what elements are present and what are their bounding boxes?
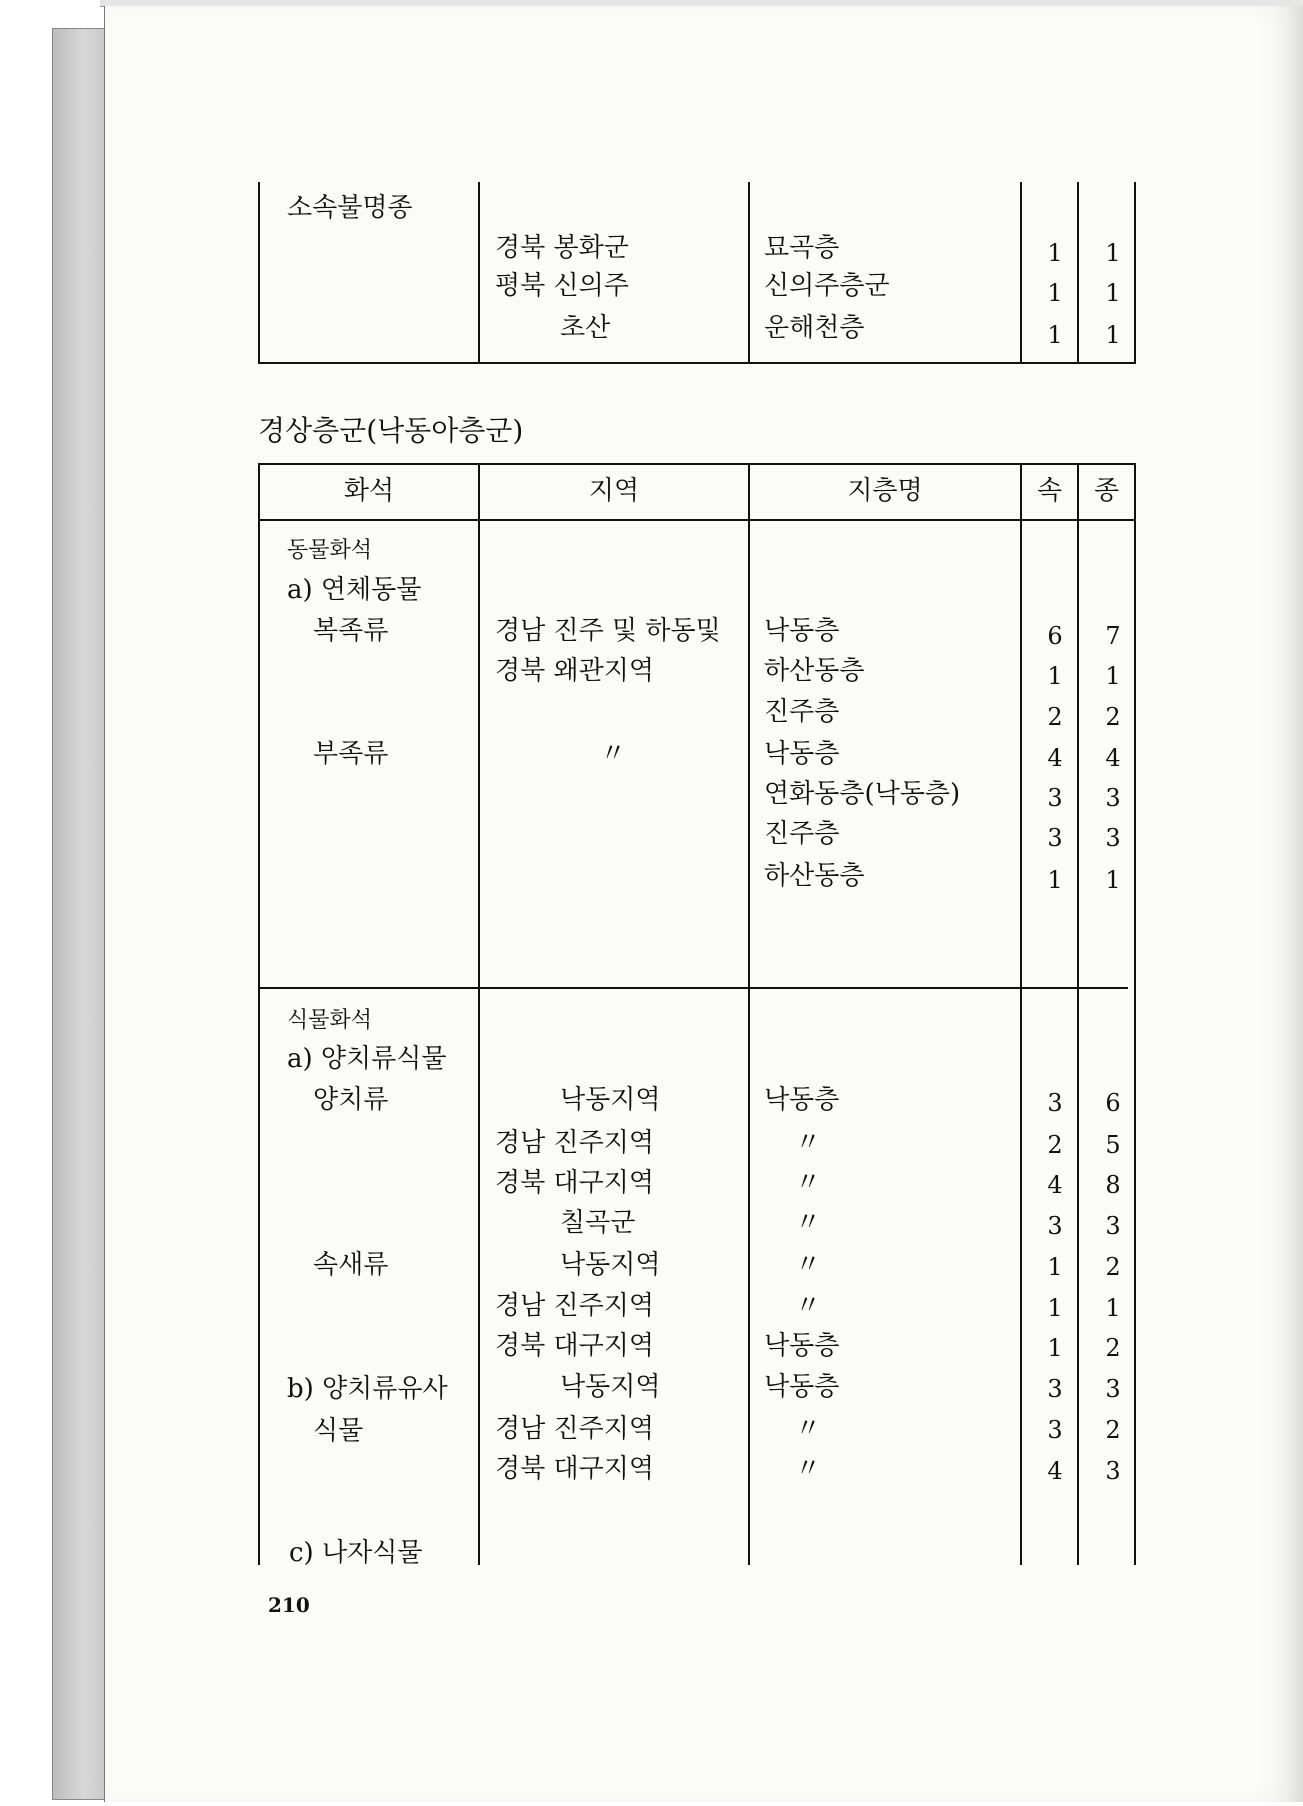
- animal-formation: 진주층: [764, 697, 840, 727]
- plant-species: 1: [1105, 1294, 1121, 1322]
- animal-formation: 진주층: [764, 819, 840, 849]
- header-fossil: 화석: [343, 476, 395, 506]
- plant-species: 3: [1105, 1457, 1121, 1485]
- plant-formation: 〃: [795, 1208, 822, 1238]
- animal-formation: 낙동층: [764, 616, 840, 646]
- plant-species: 3: [1105, 1212, 1121, 1240]
- plant-region: 경남 진주지역: [495, 1414, 654, 1444]
- animal-region: 경남 진주 및 하동및: [495, 616, 721, 646]
- animal-genus: 6: [1047, 622, 1063, 650]
- top-category: 소속불명종: [287, 193, 413, 223]
- plant-species: 5: [1105, 1131, 1121, 1159]
- top-row-formation: 묘곡층: [764, 233, 840, 263]
- header-genus: 속: [1036, 476, 1063, 506]
- header-species: 종: [1093, 476, 1120, 506]
- plant-species: 6: [1105, 1089, 1121, 1117]
- plant-subheading-c: c) 나자식물: [289, 1538, 423, 1568]
- plant-region: 낙동지역: [560, 1372, 661, 1402]
- top-row-region: 평북 신의주: [495, 271, 629, 301]
- book-spine: [52, 28, 106, 1800]
- plant-genus: 3: [1047, 1212, 1063, 1240]
- plant-species: 2: [1105, 1416, 1121, 1444]
- plant-genus: 2: [1047, 1131, 1063, 1159]
- top-row-formation: 신의주층군: [764, 271, 890, 301]
- ditto-mark: 〃: [600, 739, 627, 769]
- top-row-species: 1: [1105, 239, 1121, 267]
- plant-formation: 〃: [795, 1454, 822, 1484]
- plant-formation: 낙동층: [764, 1372, 840, 1402]
- page-number: 210: [268, 1593, 310, 1617]
- top-row-formation: 운해천층: [764, 313, 865, 343]
- header-region: 지역: [588, 476, 640, 506]
- plant-subheading-a: a) 양치류식물: [287, 1044, 447, 1074]
- animal-species: 1: [1105, 662, 1121, 690]
- plant-region: 경남 진주지역: [495, 1291, 654, 1321]
- plant-formation: 〃: [795, 1291, 822, 1321]
- plant-region: 경북 대구지역: [495, 1168, 654, 1198]
- plant-subheading-b: b) 양치류유사: [287, 1374, 448, 1404]
- top-row-genus: 1: [1047, 239, 1063, 267]
- plant-subheading-b-cont: 식물: [313, 1416, 364, 1446]
- plant-formation: 〃: [795, 1414, 822, 1444]
- animal-region: 경북 왜관지역: [495, 656, 654, 686]
- animal-heading: 동물화석: [287, 538, 373, 563]
- plant-formation: 낙동층: [764, 1331, 840, 1361]
- plant-formation: 낙동층: [764, 1085, 840, 1115]
- plant-region: 경북 대구지역: [495, 1454, 654, 1484]
- plant-region: 칠곡군: [560, 1208, 636, 1238]
- top-row-genus: 1: [1047, 279, 1063, 307]
- animal-formation: 하산동층: [764, 656, 865, 686]
- animal-species: 2: [1105, 703, 1121, 731]
- plant-species: 2: [1105, 1334, 1121, 1362]
- plant-heading: 식물화석: [287, 1008, 373, 1033]
- animal-genus: 4: [1047, 744, 1063, 772]
- plant-formation: 〃: [795, 1168, 822, 1198]
- top-row-genus: 1: [1047, 321, 1063, 349]
- header-formation: 지층명: [847, 476, 923, 506]
- plant-genus: 3: [1047, 1416, 1063, 1444]
- animal-species: 1: [1105, 866, 1121, 894]
- label-gastropod: 부족류: [313, 739, 389, 769]
- top-row-species: 1: [1105, 321, 1121, 349]
- label-horsetail: 속새류: [313, 1250, 389, 1280]
- plant-genus: 1: [1047, 1294, 1063, 1322]
- label-bivalve: 복족류: [313, 616, 389, 646]
- animal-genus: 3: [1047, 784, 1063, 812]
- animal-species: 3: [1105, 784, 1121, 812]
- plant-genus: 3: [1047, 1089, 1063, 1117]
- plant-genus: 4: [1047, 1457, 1063, 1485]
- top-row-species: 1: [1105, 279, 1121, 307]
- top-row-region: 초산: [560, 313, 611, 343]
- animal-species: 3: [1105, 824, 1121, 852]
- animal-subheading: a) 연체동물: [287, 575, 422, 605]
- animal-formation: 하산동층: [764, 861, 865, 891]
- animal-genus: 3: [1047, 824, 1063, 852]
- plant-region: 낙동지역: [560, 1085, 661, 1115]
- animal-species: 4: [1105, 744, 1121, 772]
- plant-region: 낙동지역: [560, 1250, 661, 1280]
- animal-genus: 1: [1047, 662, 1063, 690]
- label-fern: 양치류: [313, 1085, 389, 1115]
- animal-formation: 연화동층(낙동층): [764, 779, 961, 809]
- plant-genus: 1: [1047, 1253, 1063, 1281]
- plant-genus: 1: [1047, 1334, 1063, 1362]
- section-title: 경상층군(낙동아층군): [258, 414, 524, 447]
- plant-species: 2: [1105, 1253, 1121, 1281]
- page: [104, 6, 1303, 1802]
- plant-region: 경남 진주지역: [495, 1128, 654, 1158]
- animal-genus: 2: [1047, 703, 1063, 731]
- plant-formation: 〃: [795, 1250, 822, 1280]
- plant-formation: 〃: [795, 1128, 822, 1158]
- animal-genus: 1: [1047, 866, 1063, 894]
- plant-genus: 3: [1047, 1375, 1063, 1403]
- top-row-region: 경북 봉화군: [495, 233, 629, 263]
- plant-species: 3: [1105, 1375, 1121, 1403]
- plant-genus: 4: [1047, 1171, 1063, 1199]
- plant-region: 경북 대구지역: [495, 1331, 654, 1361]
- plant-species: 8: [1105, 1171, 1121, 1199]
- animal-formation: 낙동층: [764, 739, 840, 769]
- animal-species: 7: [1105, 622, 1121, 650]
